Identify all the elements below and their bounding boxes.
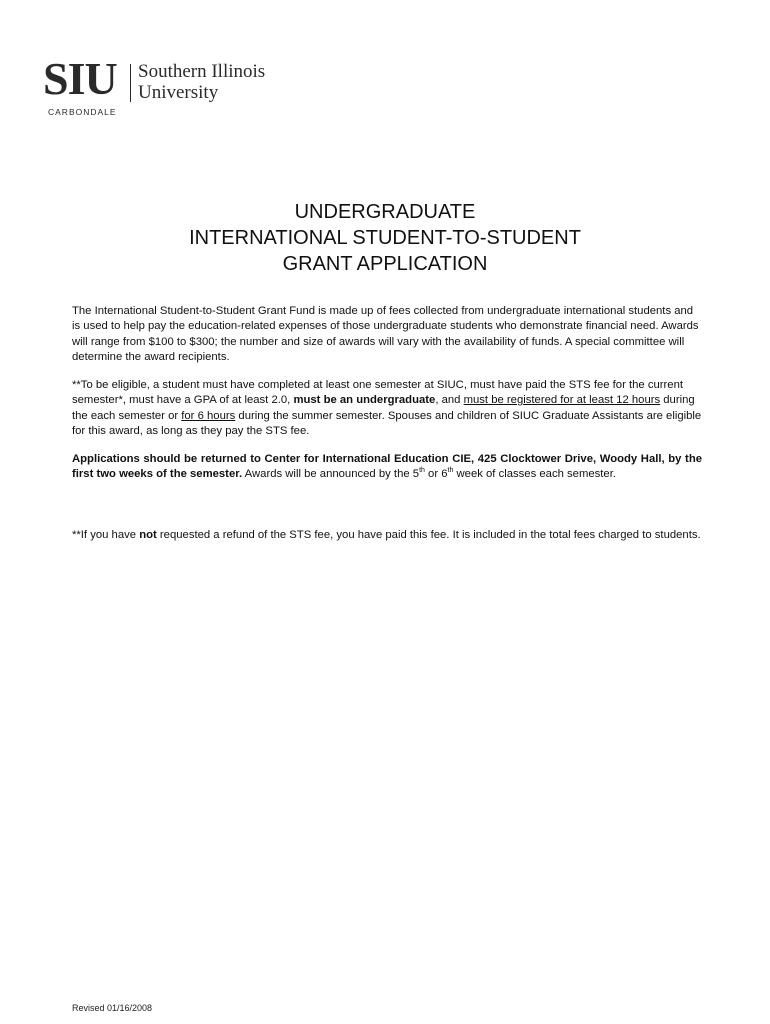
eligibility-undergraduate-requirement: must be an undergraduate xyxy=(293,394,436,407)
title-line-1: UNDERGRADUATE xyxy=(294,201,476,223)
eligibility-text-1: **To be eligible, a student must have completed at least one semester at SIUC, must have paid the STS fee for the current semester*, must have a GPA of at least 2.0, xyxy=(72,379,683,407)
eligibility-summer-hours: for 6 hours xyxy=(181,409,236,422)
title-line-2: INTERNATIONAL STUDENT-TO-STUDENT xyxy=(189,227,581,249)
footnote-text-2: requested a refund of the STS fee, you have paid this fee. It is included in the total fees charged to students. xyxy=(156,529,701,541)
campus-label: CARBONDALE xyxy=(48,107,117,117)
footnote-paragraph xyxy=(72,528,702,543)
footnote-emphasis: not xyxy=(139,529,157,541)
revision-date: Revised 01/16/2008 xyxy=(72,1003,153,1013)
university-name xyxy=(138,61,265,103)
siu-logo xyxy=(43,53,303,122)
footnote-text-1: **If you have xyxy=(72,529,140,541)
applications-return-instructions: Applications should be returned to Center for International Education CIE, 425 Clocktower Drive, Woody Hall, by the first two weeks of the semester. xyxy=(72,453,702,481)
document-title xyxy=(0,199,770,277)
eligibility-paragraph xyxy=(72,378,702,440)
university-name-line1: Southern Illinois xyxy=(138,61,266,82)
eligibility-text-2: , and xyxy=(435,394,464,407)
ordinal-suffix-5th: th xyxy=(419,467,425,475)
applications-paragraph xyxy=(72,452,702,483)
eligibility-text-3: during the each semester or xyxy=(72,394,695,422)
applications-text-2: or 6 xyxy=(424,468,448,481)
intro-paragraph: The International Student-to-Student Grant Fund is made up of fees collected from undergraduate international students and is used to help pay the education-related expenses of those undergraduate students who demonstrate financial need. Awards will range from $100 to $300; the number and size of awards will vary with the availability of funds. A special committee will determine the award recipients. xyxy=(72,305,699,364)
applications-text-3: week of classes each semester. xyxy=(453,468,616,481)
siu-logo-mark: SIU xyxy=(43,53,117,104)
title-line-3: GRANT APPLICATION xyxy=(282,253,488,275)
eligibility-hours-requirement: must be registered for at least 12 hours xyxy=(463,394,661,407)
applications-text-1: Awards will be announced by the 5 xyxy=(242,468,420,481)
eligibility-text-4: during the summer semester. Spouses and children of SIUC Graduate Assistants are eligible for this award, as long as they pay the STS fee. xyxy=(72,409,702,438)
university-name-line2: University xyxy=(138,82,219,103)
logo-divider xyxy=(130,64,131,102)
ordinal-suffix-6th: th xyxy=(447,467,454,475)
